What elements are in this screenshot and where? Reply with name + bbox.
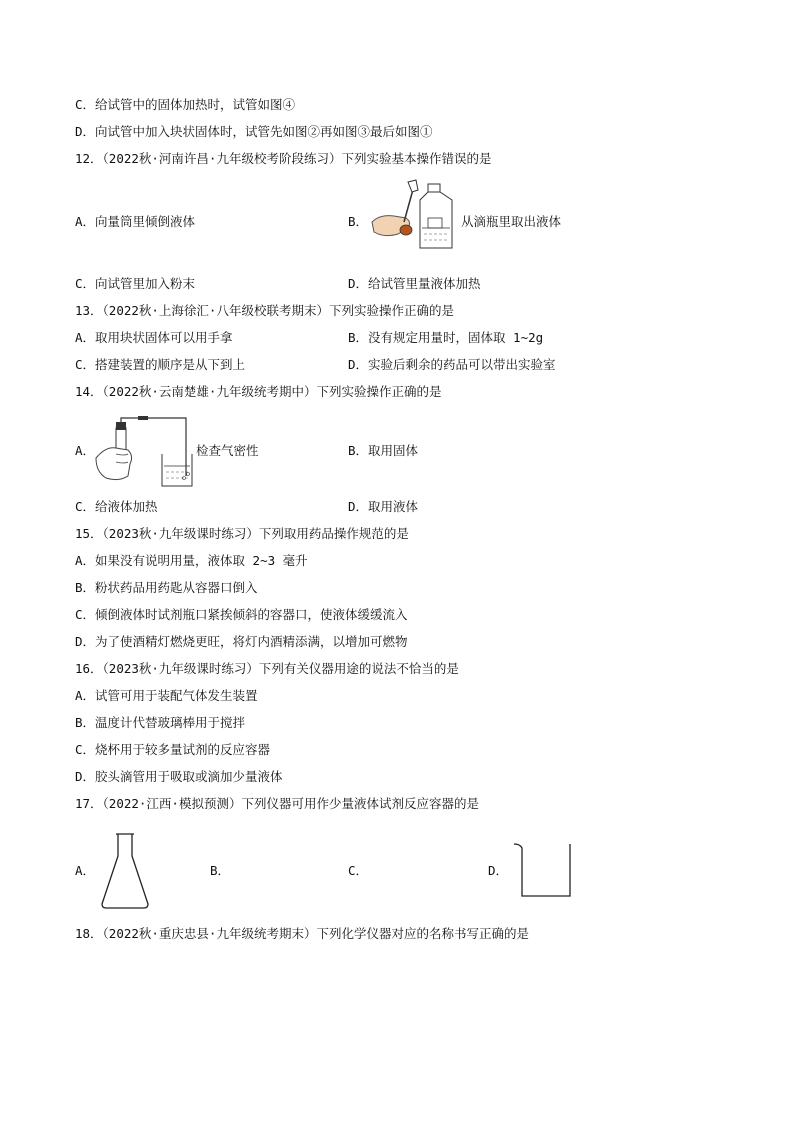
q15-option-b: B．粉状药品用药匙从容器口倒入: [75, 580, 258, 595]
q14-option-d: D．取用液体: [348, 499, 419, 514]
q12-option-b-caption: 从滴瓶里取出液体: [461, 214, 562, 229]
q14-option-a-caption: 检查气密性: [196, 443, 259, 458]
q15-option-a: A．如果没有说明用量，液体取 2~3 毫升: [75, 553, 308, 568]
q14-stem: 14．（2022秋·云南楚雄·九年级统考期中）下列实验操作正确的是: [75, 384, 442, 399]
q15-option-d: D．为了使酒精灯燃烧更旺，将灯内酒精添满，以增加可燃物: [75, 634, 408, 649]
q17-option-d: D．: [488, 863, 509, 878]
q12-stem: 12．（2022秋·河南许昌·九年级校考阶段练习）下列实验基本操作错误的是: [75, 151, 492, 166]
q12-option-c: C．向试管里加入粉末: [75, 276, 196, 291]
q13-option-d: D．实验后剩余的药品可以带出实验室: [348, 357, 556, 372]
q17-option-c: C．: [348, 863, 369, 878]
q16-option-a: A．试管可用于装配气体发生装置: [75, 688, 258, 703]
q13-option-c: C．搭建装置的顺序是从下到上: [75, 357, 246, 372]
conical-flask-figure: [98, 830, 152, 910]
q16-stem: 16．（2023秋·九年级课时练习）下列有关仪器用途的说法不恰当的是: [75, 661, 459, 676]
q14-option-a-letter: A．: [75, 443, 96, 458]
q16-option-d: D．胶头滴管用于吸取或滴加少量液体: [75, 769, 283, 784]
q13-option-b: B．没有规定用量时，固体取 1~2g: [348, 330, 544, 345]
q14-option-c: C．给液体加热: [75, 499, 158, 514]
q11-option-d: D．向试管中加入块状固体时，试管先如图②再如图③最后如图①: [75, 124, 433, 139]
q18-stem: 18．（2022秋·重庆忠县·九年级统考期末）下列化学仪器对应的名称书写正确的是: [75, 926, 529, 941]
q16-option-c: C．烧杯用于较多量试剂的反应容器: [75, 742, 271, 757]
q15-stem: 15．（2023秋·九年级课时练习）下列取用药品操作规范的是: [75, 526, 409, 541]
q12-option-b-letter: B．: [348, 214, 369, 229]
q12-option-d: D．给试管里量液体加热: [348, 276, 481, 291]
beaker-figure: [510, 840, 574, 900]
q17-stem: 17．（2022·江西·模拟预测）下列仪器可用作少量液体试剂反应容器的是: [75, 796, 479, 811]
q15-option-c: C．倾倒液体时试剂瓶口紧挨倾斜的容器口，使液体缓缓流入: [75, 607, 408, 622]
q17-option-a: A．: [75, 863, 96, 878]
q12-option-a: A．向量筒里倾倒液体: [75, 214, 196, 229]
q13-option-a: A．取用块状固体可以用手拿: [75, 330, 233, 345]
q14-option-b: B．取用固体: [348, 443, 419, 458]
q11-option-c: C．给试管中的固体加热时，试管如图④: [75, 97, 296, 112]
q13-stem: 13．（2022秋·上海徐汇·八年级校联考期末）下列实验操作正确的是: [75, 303, 454, 318]
q16-option-b: B．温度计代替玻璃棒用于搅拌: [75, 715, 246, 730]
q17-option-b: B．: [210, 863, 231, 878]
airtightness-check-figure: [92, 416, 196, 488]
dropper-bottle-figure: [368, 178, 460, 250]
